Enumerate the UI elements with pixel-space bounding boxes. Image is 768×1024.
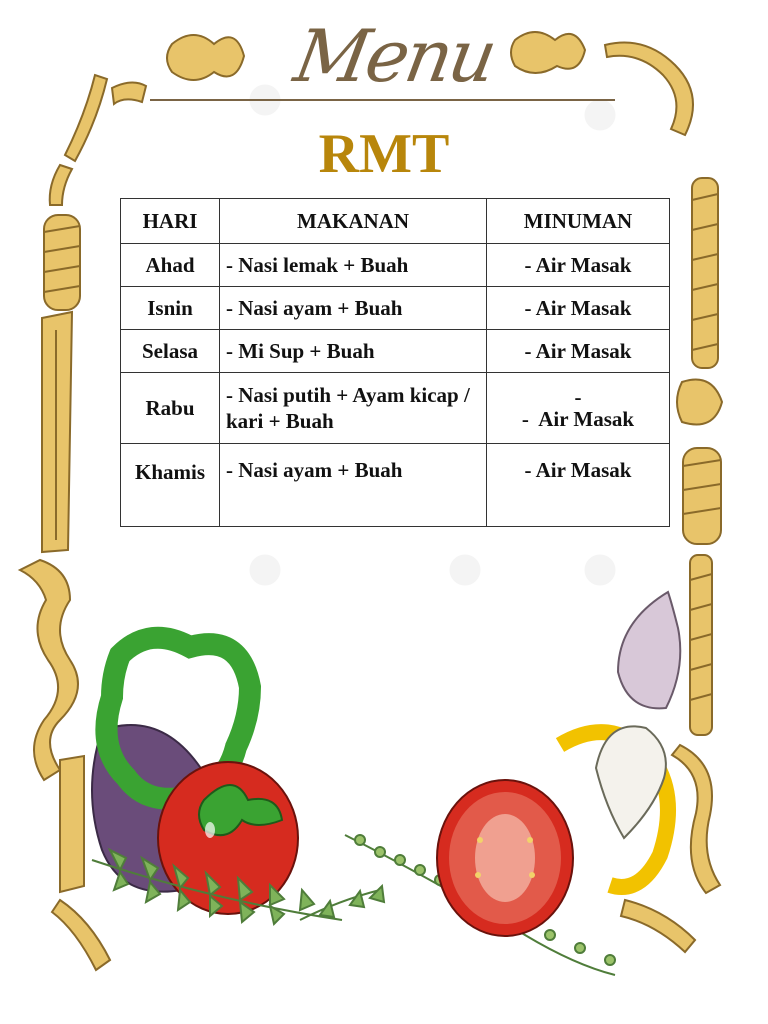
table-header-row: [121, 199, 670, 244]
menu-heading: Menu: [288, 14, 501, 98]
menu-table: [120, 198, 670, 527]
table-row: [121, 444, 670, 527]
cell-hari: Khamis: [121, 444, 220, 527]
cell-minuman-dash: -: [574, 385, 582, 409]
cell-makanan: - Nasi ayam + Buah: [220, 444, 487, 527]
table-row: [121, 373, 670, 444]
cell-makanan: - Nasi putih + Ayam kicap / kari + Buah: [220, 373, 487, 444]
table-row: [121, 330, 670, 373]
column-header-minuman: MINUMAN: [487, 199, 670, 244]
cell-hari: Isnin: [121, 287, 220, 330]
cell-makanan: - Nasi lemak + Buah: [220, 244, 487, 287]
cell-hari: Selasa: [121, 330, 220, 373]
tomato-half-icon: [437, 780, 573, 936]
cell-hari: Rabu: [121, 373, 220, 444]
cell-minuman: - Air Masak: [487, 244, 670, 287]
cell-minuman: [487, 373, 670, 444]
cell-minuman: - Air Masak: [487, 287, 670, 330]
cell-minuman: - Air Masak: [487, 444, 670, 527]
table-row: [121, 287, 670, 330]
cell-makanan: - Nasi ayam + Buah: [220, 287, 487, 330]
cell-hari: Ahad: [121, 244, 220, 287]
column-header-makanan: MAKANAN: [220, 199, 487, 244]
column-header-hari: HARI: [121, 199, 220, 244]
page-title: RMT: [318, 123, 450, 185]
cell-minuman: - Air Masak: [487, 330, 670, 373]
cell-minuman-text: - Air Masak: [521, 407, 635, 431]
cell-makanan: - Mi Sup + Buah: [220, 330, 487, 373]
table-row: [121, 244, 670, 287]
